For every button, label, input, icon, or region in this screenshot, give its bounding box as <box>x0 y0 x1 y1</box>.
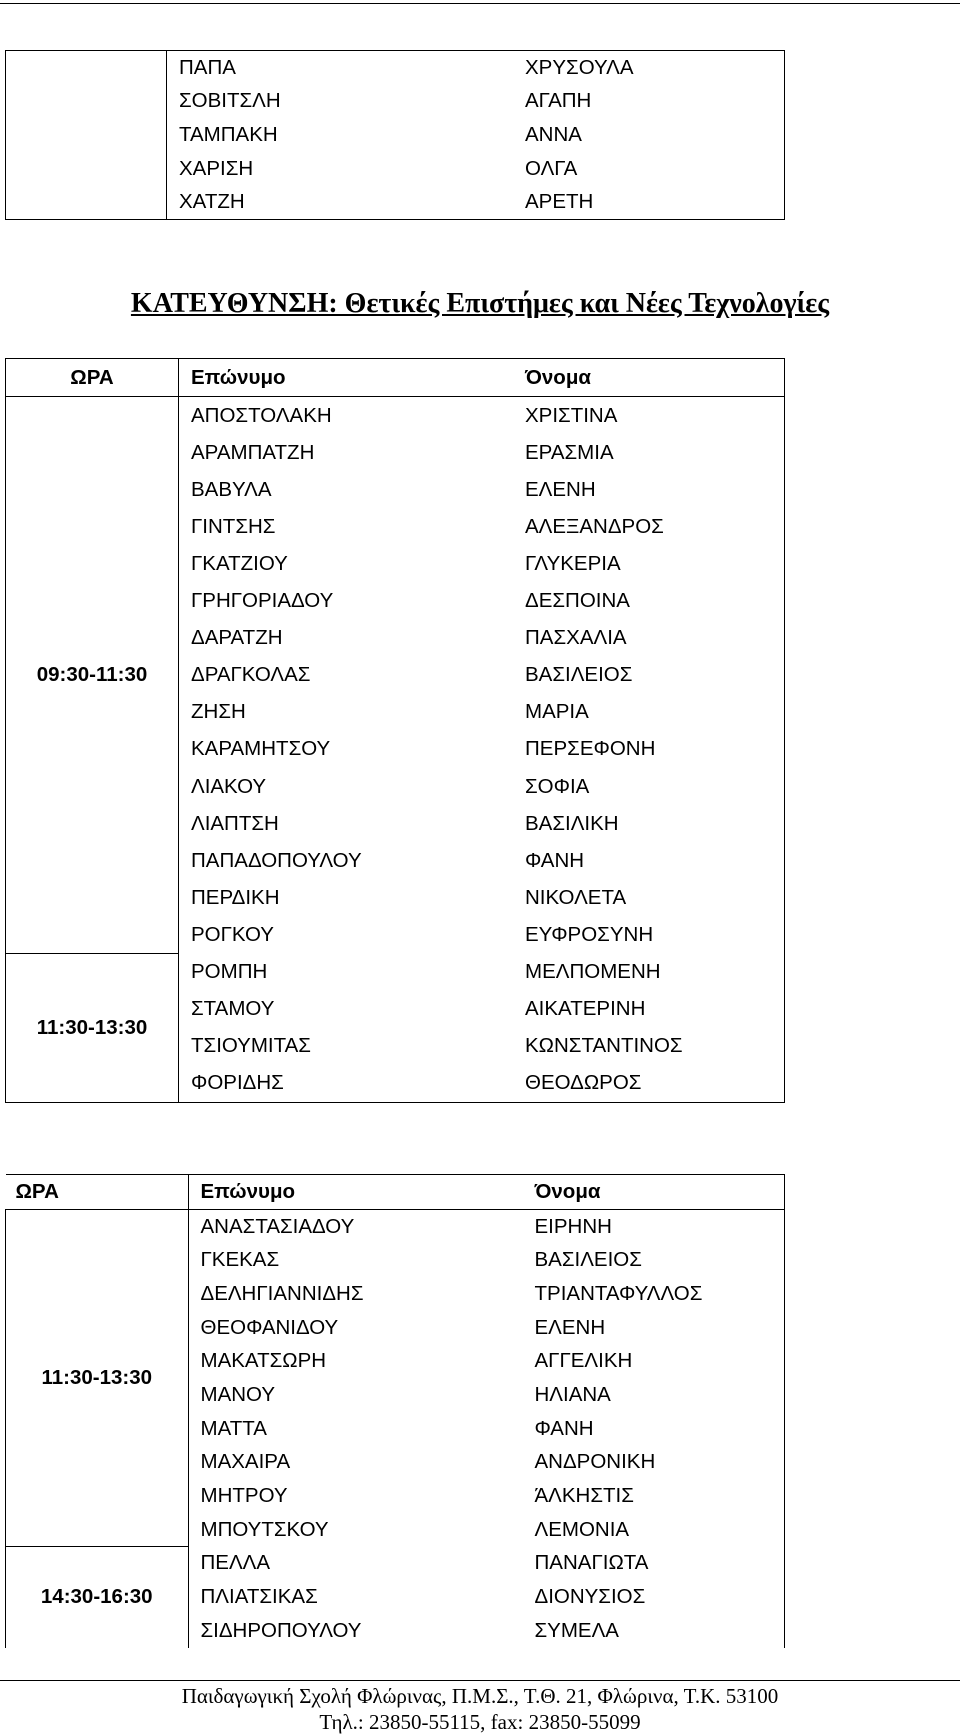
surname-cell: ΠΛΙΑΤΣΙΚΑΣ <box>200 1585 318 1609</box>
surname-cell: ΧΑΡΙΣΗ <box>179 156 254 180</box>
name-cell: ΧΡΥΣΟΥΛΑ <box>525 55 634 79</box>
surname-cell: ΖΗΣΗ <box>191 700 246 724</box>
surname-cell: ΛΙΑΚΟΥ <box>191 774 267 798</box>
name-cell: ΟΛΓΑ <box>525 156 578 180</box>
surname-cell: ΡΟΜΠΗ <box>191 960 268 984</box>
surname-cell: ΓΡΗΓΟΡΙΑΔΟΥ <box>191 589 334 613</box>
name-cell: ΑΛΕΞΑΝΔΡΟΣ <box>525 514 664 538</box>
name-cell: ΦΑΝΗ <box>534 1416 594 1440</box>
name-cell: ΚΩΝΣΤΑΝΤΙΝΟΣ <box>525 1034 683 1058</box>
surname-cell: ΤΑΜΠΑΚΗ <box>179 122 278 146</box>
name-cell: ΑΓΓΕΛΙΚΗ <box>534 1349 633 1373</box>
footer-rule <box>0 1680 960 1681</box>
header-name: Όνομα <box>523 1175 785 1210</box>
name-cell: ΦΑΝΗ <box>525 848 585 872</box>
surname-cell: ΠΑΠΑ <box>179 55 236 79</box>
name-cell: ΆΛΚΗΣΤΙΣ <box>534 1484 634 1508</box>
name-cell: ΒΑΣΙΛΙΚΗ <box>525 811 619 835</box>
name-cell: ΜΑΡΙΑ <box>525 700 589 724</box>
surname-cell: ΠΕΛΛΑ <box>200 1551 271 1575</box>
name-cell: ΗΛΙΑΝΑ <box>534 1382 611 1406</box>
time-cell-empty <box>6 51 167 220</box>
surname-cell: ΧΑΤΖΗ <box>179 190 245 214</box>
table-row <box>6 954 785 991</box>
surname-cell: ΣΙΔΗΡΟΠΟΥΛΟΥ <box>200 1618 362 1642</box>
surname-cell: ΑΝΑΣΤΑΣΙΑΔΟΥ <box>200 1214 355 1238</box>
header-name: Όνομα <box>513 359 785 397</box>
time-slot-cell: 14:30-16:30 <box>6 1547 189 1648</box>
name-cell: ΔΕΣΠΟΙΝΑ <box>525 589 630 613</box>
name-cell: ΕΙΡΗΝΗ <box>534 1214 612 1238</box>
footer-address: Παιδαγωγική Σχολή Φλώρινας, Π.Μ.Σ., Τ.Θ. 21, Φλώρινα, Τ.Κ. 53100 <box>181 1684 779 1708</box>
surname-cell: ΓΙΝΤΣΗΣ <box>191 514 276 538</box>
name-cell: ΜΕΛΠΟΜΕΝΗ <box>525 960 661 984</box>
name-cell: ΘΕΟΔΩΡΟΣ <box>525 1071 642 1095</box>
surname-cell: ΜΑΧΑΙΡΑ <box>200 1450 291 1474</box>
surname-cell: ΓΚΕΚΑΣ <box>200 1248 280 1272</box>
time-slot-cell: 09:30-11:30 <box>6 397 179 954</box>
footer-contact: Τηλ.: 23850-55115, fax: 23850-55099 <box>319 1710 641 1734</box>
surname-cell: ΜΠΟΥΤΣΚΟΥ <box>200 1517 329 1541</box>
section-heading: ΚΑΤΕΥΘΥΝΣΗ: Θετικές Επιστήμες και Νέες Τεχνολογίες <box>130 288 830 319</box>
time-slot-cell: 11:30-13:30 <box>6 1209 189 1546</box>
name-cell: ΣΟΦΙΑ <box>525 774 590 798</box>
header-surname: Επώνυμο <box>188 1175 523 1210</box>
surname-cell: ΜΑΤΤΑ <box>200 1416 267 1440</box>
table-row <box>6 1547 785 1581</box>
surname-cell: ΛΙΑΠΤΣΗ <box>191 811 279 835</box>
name-cell: ΛΕΜΟΝΙΑ <box>534 1517 630 1541</box>
name-cell: ΕΛΕΝΗ <box>525 477 596 501</box>
schedule-table-second <box>5 1174 785 1648</box>
name-cell: ΕΛΕΝΗ <box>534 1315 606 1339</box>
surname-cell: ΦΟΡΙΔΗΣ <box>191 1071 284 1095</box>
name-cell: ΕΡΑΣΜΙΑ <box>525 440 614 464</box>
surname-cell: ΑΠΟΣΤΟΛΑΚΗ <box>191 403 332 427</box>
name-cell: ΤΡΙΑΝΤΑΦΥΛΛΟΣ <box>534 1281 703 1305</box>
surname-cell: ΒΑΒΥΛΑ <box>191 477 272 501</box>
name-cell: ΑΝΔΡΟΝΙΚΗ <box>534 1450 656 1474</box>
name-cell: ΠΑΣΧΑΛΙΑ <box>525 626 627 650</box>
surname-cell: ΤΣΙΟΥΜΙΤΑΣ <box>191 1034 311 1058</box>
time-slot-cell: 11:30-13:30 <box>6 954 179 1103</box>
header-surname: Επώνυμο <box>179 359 514 397</box>
table-header-row <box>6 1175 785 1210</box>
name-cell: ΑΓΑΠΗ <box>525 89 592 113</box>
name-cell: ΒΑΣΙΛΕΙΟΣ <box>534 1248 642 1272</box>
surname-cell: ΘΕΟΦΑΝΙΔΟΥ <box>200 1315 339 1339</box>
schedule-table-science <box>5 358 785 1103</box>
name-cell: ΧΡΙΣΤΙΝΑ <box>525 403 618 427</box>
name-cell: ΑΙΚΑΤΕΡΙΝΗ <box>525 997 646 1021</box>
name-cell: ΝΙΚΟΛΕΤΑ <box>525 885 627 909</box>
table-row <box>6 1209 785 1243</box>
name-cell: ΣΥΜΕΛΑ <box>534 1618 619 1642</box>
surname-cell: ΣΟΒΙΤΣΛΗ <box>179 89 281 113</box>
name-cell: ΑΝΝΑ <box>525 122 582 146</box>
name-cell: ΑΡΕΤΗ <box>525 190 594 214</box>
top-rule <box>0 3 960 4</box>
surname-cell: ΔΑΡΑΤΖΗ <box>191 626 283 650</box>
table-row <box>6 51 785 85</box>
surname-cell: ΔΡΑΓΚΟΛΑΣ <box>191 663 311 687</box>
name-cell: ΔΙΟΝΥΣΙΟΣ <box>534 1585 646 1609</box>
header-time: ΩΡΑ <box>6 359 179 397</box>
surname-cell: ΠΕΡΔΙΚΗ <box>191 885 280 909</box>
table-continued <box>5 50 785 220</box>
surname-cell: ΚΑΡΑΜΗΤΣΟΥ <box>191 737 331 761</box>
table-header-row <box>6 359 785 397</box>
surname-cell: ΡΟΓΚΟΥ <box>191 922 274 946</box>
surname-cell: ΔΕΛΗΓΙΑΝΝΙΔΗΣ <box>200 1281 364 1305</box>
surname-cell: ΜΑΝΟΥ <box>200 1382 276 1406</box>
table-row <box>6 397 785 435</box>
name-cell: ΓΛΥΚΕΡΙΑ <box>525 552 621 576</box>
name-cell: ΕΥΦΡΟΣΥΝΗ <box>525 922 654 946</box>
surname-cell: ΑΡΑΜΠΑΤΖΗ <box>191 440 315 464</box>
name-cell: ΠΑΝΑΓΙΩΤΑ <box>534 1551 649 1575</box>
surname-cell: ΓΚΑΤΖΙΟΥ <box>191 552 288 576</box>
surname-cell: ΜΗΤΡΟΥ <box>200 1484 288 1508</box>
name-cell: ΒΑΣΙΛΕΙΟΣ <box>525 663 633 687</box>
header-time: ΩΡΑ <box>6 1175 189 1210</box>
name-cell: ΠΕΡΣΕΦΟΝΗ <box>525 737 656 761</box>
surname-cell: ΣΤΑΜΟΥ <box>191 997 275 1021</box>
surname-cell: ΜΑΚΑΤΣΩΡΗ <box>200 1349 327 1373</box>
surname-cell: ΠΑΠΑΔΟΠΟΥΛΟΥ <box>191 848 362 872</box>
